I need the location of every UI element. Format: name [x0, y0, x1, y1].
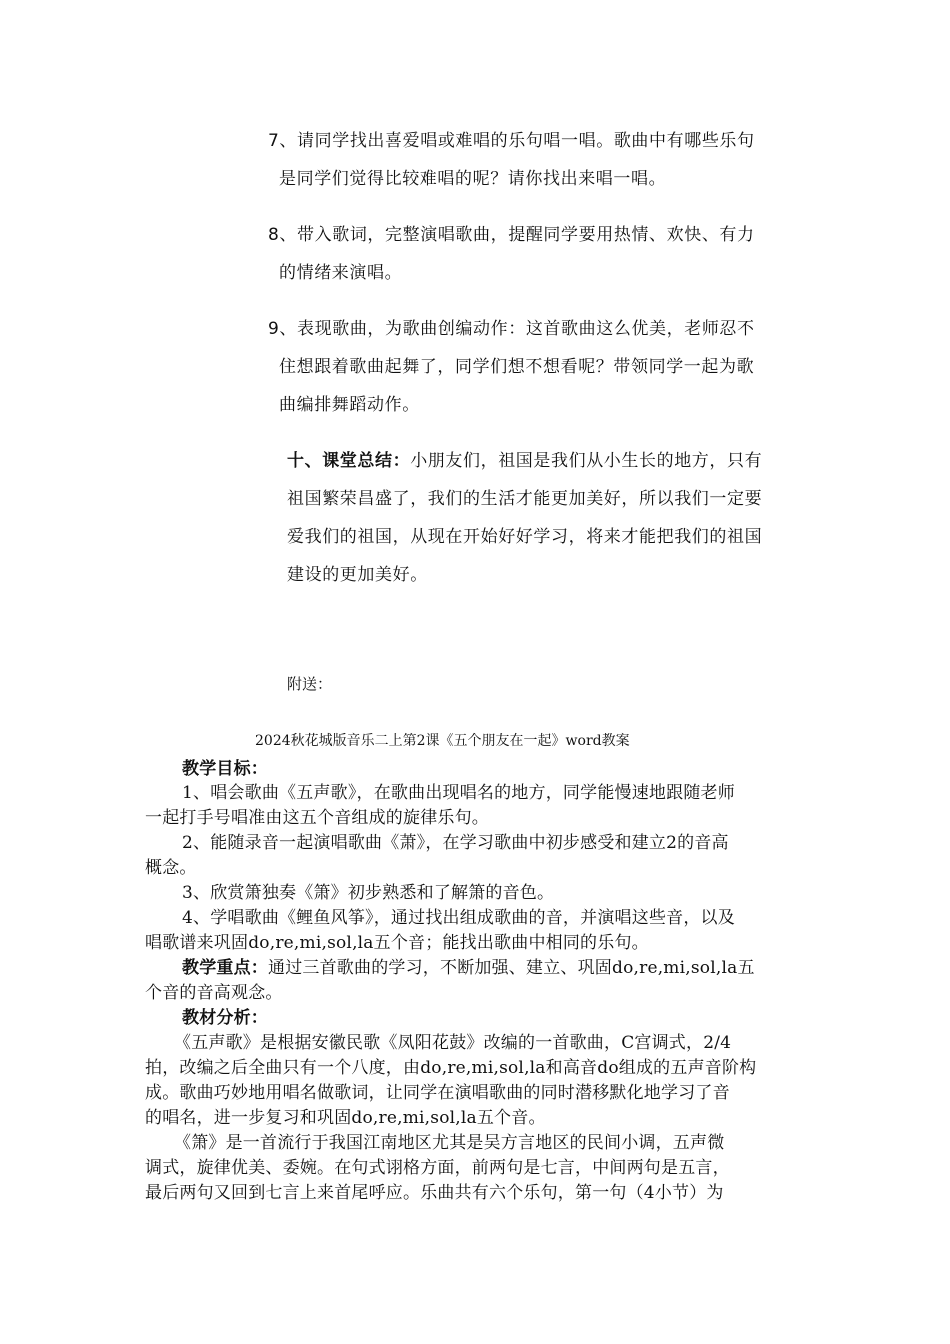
- text-line: 的唱名，进一步复习和巩固do,re,mi,sol,la五个音。: [145, 1108, 546, 1128]
- text-line: 唱歌谱来巩固do,re,mi,sol,la五个音；能找出歌曲中相同的乐句。: [145, 933, 649, 953]
- text-line: 曲编排舞蹈动作。: [279, 395, 420, 415]
- text-line: 4、学唱歌曲《鲤鱼风筝》，通过找出组成歌曲的音，并演唱这些音，以及: [182, 908, 735, 928]
- text-line: 个音的音高观念。: [145, 983, 283, 1003]
- text-line: 9、表现歌曲，为歌曲创编动作：这首歌曲这么优美，老师忍不: [268, 319, 755, 339]
- summary-first-line: [287, 446, 762, 471]
- text-line: 概念。: [145, 858, 197, 878]
- analysis-heading: 教材分析：: [182, 1008, 268, 1028]
- text-line: 调式，旋律优美、委婉。在句式诩格方面，前两句是七言，中间两句是五言，: [145, 1158, 730, 1178]
- text-line: 2024秋花城版音乐二上第2课《五个朋友在一起》word教案: [255, 733, 630, 749]
- text-line: 3、欣赏箫独奏《箫》初步熟悉和了解箫的音色。: [182, 883, 555, 903]
- text-line: 是同学们觉得比较难唱的呢？请你找出来唱一唱。: [279, 169, 667, 189]
- text-line: 的情绪来演唱。: [279, 263, 403, 283]
- text-line: 成。歌曲巧妙地用唱名做歌词，让同学在演唱歌曲的同时潜移默化地学习了音: [145, 1083, 730, 1103]
- goals-heading: 教学目标：: [182, 759, 268, 779]
- text-line: 小朋友们，祖国是我们从小生长的地方，只有: [410, 451, 763, 471]
- text-line: 1、唱会歌曲《五声歌》，在歌曲出现唱名的地方，同学能慢速地跟随老师: [182, 783, 735, 803]
- text-line: 一起打手号唱准由这五个音组成的旋律乐句。: [145, 808, 489, 828]
- summary-label: 十、课堂总结：: [287, 451, 411, 471]
- text-line: 爱我们的祖国，从现在开始好好学习，将来才能把我们的祖国: [287, 527, 763, 547]
- text-line: 附送：: [287, 675, 333, 693]
- text-line: 7、请同学找出喜爱唱或难唱的乐句唱一唱。歌曲中有哪些乐句: [268, 131, 755, 151]
- text-line: 通过三首歌曲的学习，不断加强、建立、巩固do,re,mi,sol,la五: [268, 958, 755, 978]
- text-line: 最后两句又回到七言上来首尾呼应。乐曲共有六个乐句，第一句（4小节）为: [145, 1183, 724, 1203]
- focus-first-line: [182, 953, 755, 978]
- text-line: 拍，改编之后全曲只有一个八度，由do,re,mi,sol,la和高音do组成的五声音阶构: [145, 1058, 757, 1078]
- text-line: 祖国繁荣昌盛了，我们的生活才能更加美好，所以我们一定要: [287, 489, 763, 509]
- text-line: 《五声歌》是根据安徽民歌《凤阳花鼓》改编的一首歌曲，C宫调式，2/4: [174, 1033, 732, 1053]
- text-line: 8、带入歌词，完整演唱歌曲，提醒同学要用热情、欢快、有力: [268, 225, 755, 245]
- text-line: 建设的更加美好。: [287, 565, 428, 585]
- text-line: 住想跟着歌曲起舞了，同学们想不想看呢？带领同学一起为歌: [279, 357, 755, 377]
- text-line: 《箫》是一首流行于我国江南地区尤其是吴方言地区的民间小调，五声微: [174, 1133, 725, 1153]
- focus-label: 教学重点：: [182, 958, 268, 978]
- text-line: 2、能随录音一起演唱歌曲《萧》，在学习歌曲中初步感受和建立2的音高: [182, 833, 729, 853]
